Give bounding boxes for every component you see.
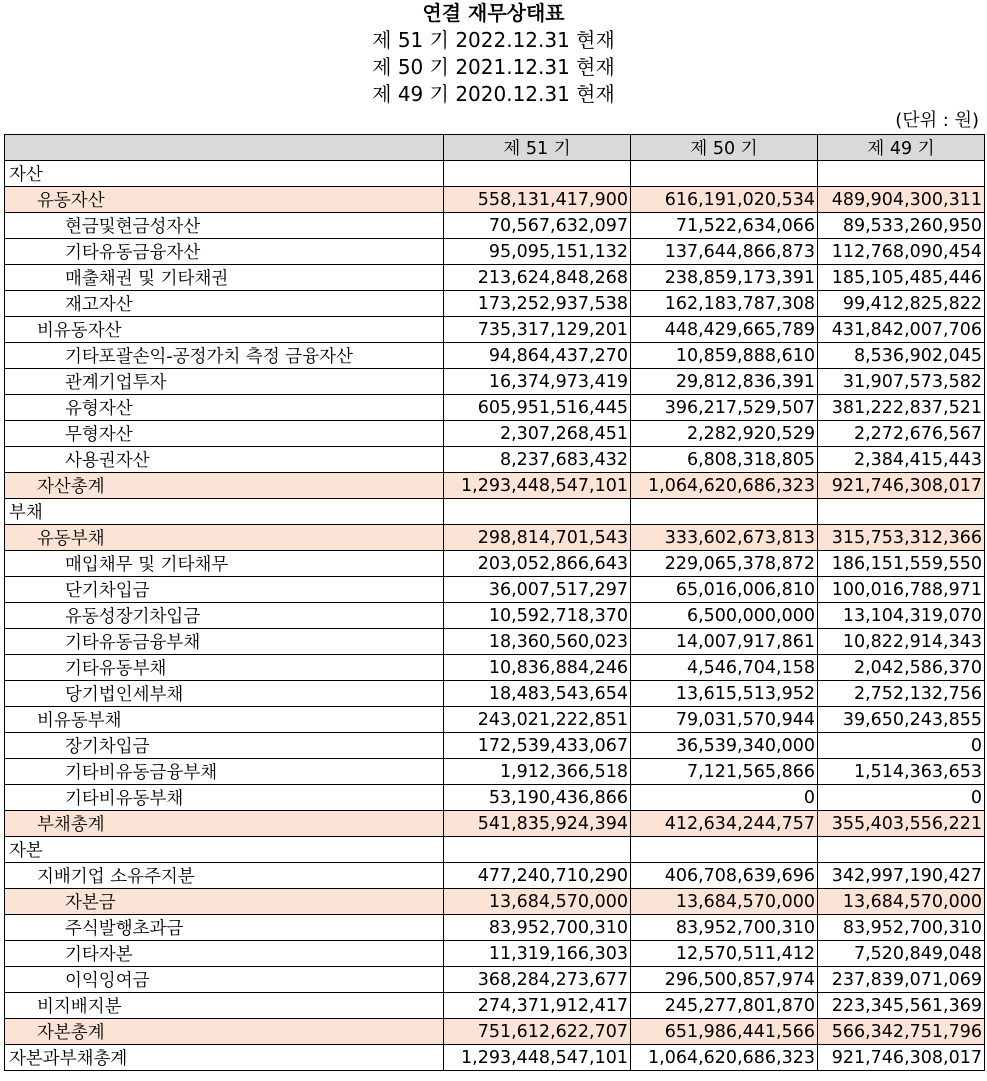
value-cell-51: 8,237,683,432 xyxy=(444,447,631,473)
row-label: 비지배지분 xyxy=(5,993,444,1019)
value-cell-50: 229,065,378,872 xyxy=(631,551,818,577)
value-cell-50: 7,121,565,866 xyxy=(631,759,818,785)
value-cell-51: 18,483,543,654 xyxy=(444,681,631,707)
table-row xyxy=(5,733,985,759)
period-line-51: 제 51 기 2022.12.31 현재 xyxy=(372,28,615,52)
table-row xyxy=(5,187,985,213)
balance-sheet-table xyxy=(4,134,985,1071)
row-label: 유동자산 xyxy=(5,187,444,213)
row-label: 장기차입금 xyxy=(5,733,444,759)
value-cell-51: 95,095,151,132 xyxy=(444,239,631,265)
row-label: 자본 xyxy=(5,837,444,863)
value-cell-51: 477,240,710,290 xyxy=(444,863,631,889)
row-label: 단기차입금 xyxy=(5,577,444,603)
row-label: 현금및현금성자산 xyxy=(5,213,444,239)
statement-header xyxy=(0,0,987,108)
period-line-50: 제 50 기 2021.12.31 현재 xyxy=(372,55,615,79)
value-cell-49: 237,839,071,069 xyxy=(818,967,985,993)
value-cell-51: 83,952,700,310 xyxy=(444,915,631,941)
table-row xyxy=(5,291,985,317)
value-cell-50: 12,570,511,412 xyxy=(631,941,818,967)
value-cell-50: 333,602,673,813 xyxy=(631,525,818,551)
table-row xyxy=(5,681,985,707)
value-cell-50: 245,277,801,870 xyxy=(631,993,818,1019)
value-cell-50: 238,859,173,391 xyxy=(631,265,818,291)
value-cell-50: 79,031,570,944 xyxy=(631,707,818,733)
table-body xyxy=(5,161,985,1071)
row-label: 재고자산 xyxy=(5,291,444,317)
table-row xyxy=(5,837,985,863)
value-cell-49: 10,822,914,343 xyxy=(818,629,985,655)
row-label: 지배기업 소유주지분 xyxy=(5,863,444,889)
value-cell-51: 173,252,937,538 xyxy=(444,291,631,317)
value-cell-51: 368,284,273,677 xyxy=(444,967,631,993)
value-cell-51: 36,007,517,297 xyxy=(444,577,631,603)
column-header-51: 제 51 기 xyxy=(444,135,631,161)
value-cell-49: 186,151,559,550 xyxy=(818,551,985,577)
value-cell-51: 1,293,448,547,101 xyxy=(444,473,631,499)
value-cell-50: 162,183,787,308 xyxy=(631,291,818,317)
row-label: 자본총계 xyxy=(5,1019,444,1045)
row-label: 주식발행초과금 xyxy=(5,915,444,941)
row-label: 기타포괄손익-공정가치 측정 금융자산 xyxy=(5,343,444,369)
table-row xyxy=(5,889,985,915)
value-cell-51 xyxy=(444,499,631,525)
table-row xyxy=(5,941,985,967)
value-cell-51: 2,307,268,451 xyxy=(444,421,631,447)
value-cell-49: 381,222,837,521 xyxy=(818,395,985,421)
value-cell-50: 14,007,917,861 xyxy=(631,629,818,655)
value-cell-49: 921,746,308,017 xyxy=(818,1045,985,1071)
value-cell-51 xyxy=(444,161,631,187)
value-cell-50 xyxy=(631,499,818,525)
value-cell-51: 1,293,448,547,101 xyxy=(444,1045,631,1071)
row-label: 비유동자산 xyxy=(5,317,444,343)
value-cell-51: 18,360,560,023 xyxy=(444,629,631,655)
value-cell-50: 2,282,920,529 xyxy=(631,421,818,447)
row-label: 관계기업투자 xyxy=(5,369,444,395)
table-row xyxy=(5,421,985,447)
value-cell-49: 921,746,308,017 xyxy=(818,473,985,499)
row-label: 당기법인세부채 xyxy=(5,681,444,707)
value-cell-49 xyxy=(818,837,985,863)
value-cell-50: 448,429,665,789 xyxy=(631,317,818,343)
value-cell-51: 13,684,570,000 xyxy=(444,889,631,915)
value-cell-49: 223,345,561,369 xyxy=(818,993,985,1019)
value-cell-50: 6,500,000,000 xyxy=(631,603,818,629)
value-cell-51: 541,835,924,394 xyxy=(444,811,631,837)
row-label: 부채총계 xyxy=(5,811,444,837)
table-row xyxy=(5,525,985,551)
row-label: 기타유동금융부채 xyxy=(5,629,444,655)
value-cell-49: 0 xyxy=(818,785,985,811)
unit-label: (단위 : 원) xyxy=(895,110,979,131)
value-cell-49: 342,997,190,427 xyxy=(818,863,985,889)
table-row xyxy=(5,213,985,239)
value-cell-49: 13,104,319,070 xyxy=(818,603,985,629)
table-row xyxy=(5,551,985,577)
table-row xyxy=(5,499,985,525)
statement-title: 연결 재무상태표 xyxy=(422,1,565,25)
table-row xyxy=(5,629,985,655)
value-cell-50: 616,191,020,534 xyxy=(631,187,818,213)
value-cell-49: 431,842,007,706 xyxy=(818,317,985,343)
value-cell-50: 1,064,620,686,323 xyxy=(631,473,818,499)
value-cell-49: 0 xyxy=(818,733,985,759)
value-cell-49: 185,105,485,446 xyxy=(818,265,985,291)
table-row xyxy=(5,395,985,421)
value-cell-49: 489,904,300,311 xyxy=(818,187,985,213)
table-row xyxy=(5,577,985,603)
table-row xyxy=(5,863,985,889)
value-cell-50: 651,986,441,566 xyxy=(631,1019,818,1045)
value-cell-50: 10,859,888,610 xyxy=(631,343,818,369)
value-cell-50: 13,684,570,000 xyxy=(631,889,818,915)
value-cell-51: 53,190,436,866 xyxy=(444,785,631,811)
value-cell-49: 99,412,825,822 xyxy=(818,291,985,317)
row-label: 매입채무 및 기타채무 xyxy=(5,551,444,577)
value-cell-50: 65,016,006,810 xyxy=(631,577,818,603)
value-cell-50 xyxy=(631,161,818,187)
value-cell-50: 29,812,836,391 xyxy=(631,369,818,395)
value-cell-51: 203,052,866,643 xyxy=(444,551,631,577)
table-row xyxy=(5,473,985,499)
value-cell-51: 10,836,884,246 xyxy=(444,655,631,681)
table-row xyxy=(5,369,985,395)
table-row xyxy=(5,265,985,291)
value-cell-51: 10,592,718,370 xyxy=(444,603,631,629)
table-header-row xyxy=(5,135,985,161)
value-cell-51: 735,317,129,201 xyxy=(444,317,631,343)
value-cell-51: 274,371,912,417 xyxy=(444,993,631,1019)
value-cell-49: 1,514,363,653 xyxy=(818,759,985,785)
row-label: 자산 xyxy=(5,161,444,187)
table-row xyxy=(5,343,985,369)
value-cell-49 xyxy=(818,499,985,525)
value-cell-50: 137,644,866,873 xyxy=(631,239,818,265)
value-cell-49 xyxy=(818,161,985,187)
value-cell-51: 1,912,366,518 xyxy=(444,759,631,785)
row-label: 사용권자산 xyxy=(5,447,444,473)
value-cell-51: 172,539,433,067 xyxy=(444,733,631,759)
value-cell-51: 558,131,417,900 xyxy=(444,187,631,213)
row-label: 유형자산 xyxy=(5,395,444,421)
value-cell-50 xyxy=(631,837,818,863)
value-cell-49: 315,753,312,366 xyxy=(818,525,985,551)
value-cell-49: 8,536,902,045 xyxy=(818,343,985,369)
value-cell-50: 1,064,620,686,323 xyxy=(631,1045,818,1071)
row-label: 유동부채 xyxy=(5,525,444,551)
table-row xyxy=(5,967,985,993)
row-label: 자산총계 xyxy=(5,473,444,499)
table-row xyxy=(5,161,985,187)
value-cell-49: 2,752,132,756 xyxy=(818,681,985,707)
value-cell-49: 31,907,573,582 xyxy=(818,369,985,395)
column-header-49: 제 49 기 xyxy=(818,135,985,161)
value-cell-51: 94,864,437,270 xyxy=(444,343,631,369)
row-label: 기타유동금융자산 xyxy=(5,239,444,265)
table-row xyxy=(5,447,985,473)
value-cell-49: 100,016,788,971 xyxy=(818,577,985,603)
row-label: 기타자본 xyxy=(5,941,444,967)
row-label: 이익잉여금 xyxy=(5,967,444,993)
table-row xyxy=(5,707,985,733)
value-cell-50: 406,708,639,696 xyxy=(631,863,818,889)
value-cell-51: 11,319,166,303 xyxy=(444,941,631,967)
value-cell-50: 296,500,857,974 xyxy=(631,967,818,993)
row-label: 유동성장기차입금 xyxy=(5,603,444,629)
period-line-49: 제 49 기 2020.12.31 현재 xyxy=(372,82,615,106)
value-cell-49: 2,384,415,443 xyxy=(818,447,985,473)
column-header-label xyxy=(5,135,444,161)
table-row xyxy=(5,993,985,1019)
value-cell-50: 396,217,529,507 xyxy=(631,395,818,421)
row-label: 기타비유동금융부채 xyxy=(5,759,444,785)
value-cell-50: 36,539,340,000 xyxy=(631,733,818,759)
value-cell-51: 213,624,848,268 xyxy=(444,265,631,291)
value-cell-51: 16,374,973,419 xyxy=(444,369,631,395)
table-row xyxy=(5,915,985,941)
row-label: 비유동부채 xyxy=(5,707,444,733)
table-row xyxy=(5,785,985,811)
table-row xyxy=(5,655,985,681)
table-row xyxy=(5,811,985,837)
value-cell-49: 7,520,849,048 xyxy=(818,941,985,967)
table-row xyxy=(5,603,985,629)
value-cell-51 xyxy=(444,837,631,863)
value-cell-49: 83,952,700,310 xyxy=(818,915,985,941)
row-label: 부채 xyxy=(5,499,444,525)
row-label: 기타비유동부채 xyxy=(5,785,444,811)
column-header-50: 제 50 기 xyxy=(631,135,818,161)
value-cell-51: 243,021,222,851 xyxy=(444,707,631,733)
value-cell-49: 2,042,586,370 xyxy=(818,655,985,681)
row-label: 기타유동부채 xyxy=(5,655,444,681)
value-cell-51: 605,951,516,445 xyxy=(444,395,631,421)
value-cell-50: 13,615,513,952 xyxy=(631,681,818,707)
table-row xyxy=(5,1019,985,1045)
value-cell-49: 39,650,243,855 xyxy=(818,707,985,733)
value-cell-50: 412,634,244,757 xyxy=(631,811,818,837)
value-cell-50: 0 xyxy=(631,785,818,811)
value-cell-49: 566,342,751,796 xyxy=(818,1019,985,1045)
row-label: 매출채권 및 기타채권 xyxy=(5,265,444,291)
value-cell-51: 751,612,622,707 xyxy=(444,1019,631,1045)
value-cell-49: 112,768,090,454 xyxy=(818,239,985,265)
value-cell-49: 355,403,556,221 xyxy=(818,811,985,837)
value-cell-49: 13,684,570,000 xyxy=(818,889,985,915)
value-cell-50: 6,808,318,805 xyxy=(631,447,818,473)
value-cell-50: 83,952,700,310 xyxy=(631,915,818,941)
value-cell-51: 70,567,632,097 xyxy=(444,213,631,239)
table-row xyxy=(5,317,985,343)
value-cell-49: 89,533,260,950 xyxy=(818,213,985,239)
table-row xyxy=(5,1045,985,1071)
value-cell-50: 71,522,634,066 xyxy=(631,213,818,239)
row-label: 자본금 xyxy=(5,889,444,915)
row-label: 무형자산 xyxy=(5,421,444,447)
table-row xyxy=(5,239,985,265)
value-cell-51: 298,814,701,543 xyxy=(444,525,631,551)
table-row xyxy=(5,759,985,785)
value-cell-50: 4,546,704,158 xyxy=(631,655,818,681)
value-cell-49: 2,272,676,567 xyxy=(818,421,985,447)
row-label: 자본과부채총계 xyxy=(5,1045,444,1071)
